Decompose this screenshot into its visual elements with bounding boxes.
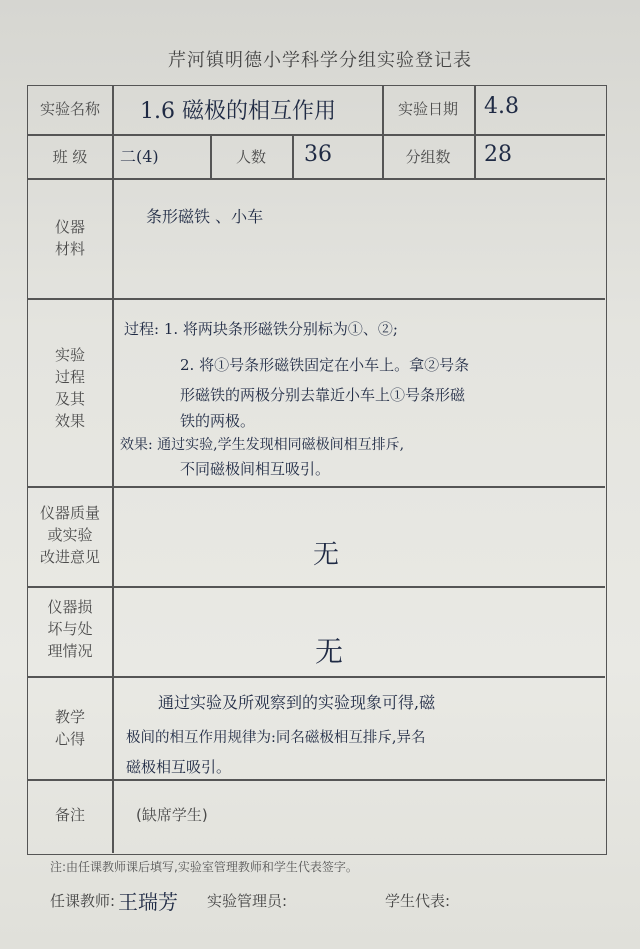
count-value-divider bbox=[292, 134, 294, 178]
group-count-value: 28 bbox=[484, 142, 512, 167]
class-label: 班 级 bbox=[52, 148, 88, 166]
damage-label: 仪器损 坏与处 理情况 bbox=[47, 598, 93, 660]
row-divider bbox=[28, 586, 605, 588]
materials-label: 仪器 材料 bbox=[54, 218, 85, 258]
experiment-name-label: 实验名称 bbox=[39, 100, 100, 118]
remarks-label: 备注 bbox=[54, 806, 85, 824]
damage-value: 无 bbox=[315, 635, 344, 668]
teacher-signature: 王瑞芳 bbox=[118, 890, 178, 914]
record-table bbox=[27, 85, 607, 855]
quality-label: 仪器质量 或实验 改进意见 bbox=[39, 504, 100, 566]
row-divider bbox=[28, 676, 605, 678]
row-divider bbox=[28, 486, 605, 488]
effect-line: 不同磁极间相互吸引。 bbox=[180, 460, 331, 478]
process-label: 实验 过程 及其 效果 bbox=[54, 346, 85, 430]
teaching-line: 磁极相互吸引。 bbox=[126, 758, 232, 776]
process-line: 形磁铁的两极分别去靠近小车上①号条形磁 bbox=[180, 386, 466, 404]
class-value: 二(4) bbox=[120, 147, 159, 166]
teaching-line: 通过实验及所观察到的实验现象可得,磁 bbox=[158, 693, 436, 712]
quality-value: 无 bbox=[313, 540, 340, 570]
experiment-name-value: 1.6 磁极的相互作用 bbox=[140, 99, 336, 124]
group-count-label: 分组数 bbox=[405, 148, 451, 166]
student-count-label: 人数 bbox=[235, 148, 266, 166]
process-line: 过程: 1. 将两块条形磁铁分别标为①、②; bbox=[124, 320, 398, 338]
teaching-label: 教学 心得 bbox=[54, 708, 85, 748]
student-rep-label: 学生代表: bbox=[385, 892, 451, 910]
teaching-line: 极间的相互作用规律为:同名磁极相互排斥,异名 bbox=[126, 730, 426, 746]
experiment-date-label: 实验日期 bbox=[397, 100, 458, 118]
process-line: 铁的两极。 bbox=[180, 412, 256, 430]
experiment-date-value: 4.8 bbox=[484, 94, 519, 119]
effect-line: 效果: 通过实验,学生发现相同磁极间相互排斥, bbox=[120, 437, 405, 453]
teacher-label: 任课教师: bbox=[50, 892, 116, 910]
row-divider bbox=[28, 779, 605, 781]
form-title: 芹河镇明德小学科学分组实验登记表 bbox=[168, 50, 472, 71]
process-line: 2. 将①号条形磁铁固定在小车上。拿②号条 bbox=[180, 356, 470, 374]
label-column-divider bbox=[112, 86, 114, 853]
student-count-value: 36 bbox=[304, 142, 332, 167]
remarks-value: (缺席学生) bbox=[136, 806, 208, 824]
row-divider bbox=[28, 178, 605, 180]
date-value-divider bbox=[474, 86, 476, 178]
form-note: 注:由任课教师课后填写,实验室管理教师和学生代表签字。 bbox=[50, 860, 358, 874]
materials-value: 条形磁铁 、小车 bbox=[146, 207, 264, 226]
row-divider bbox=[28, 134, 605, 136]
row-divider bbox=[28, 298, 605, 300]
admin-label: 实验管理员: bbox=[207, 892, 288, 910]
